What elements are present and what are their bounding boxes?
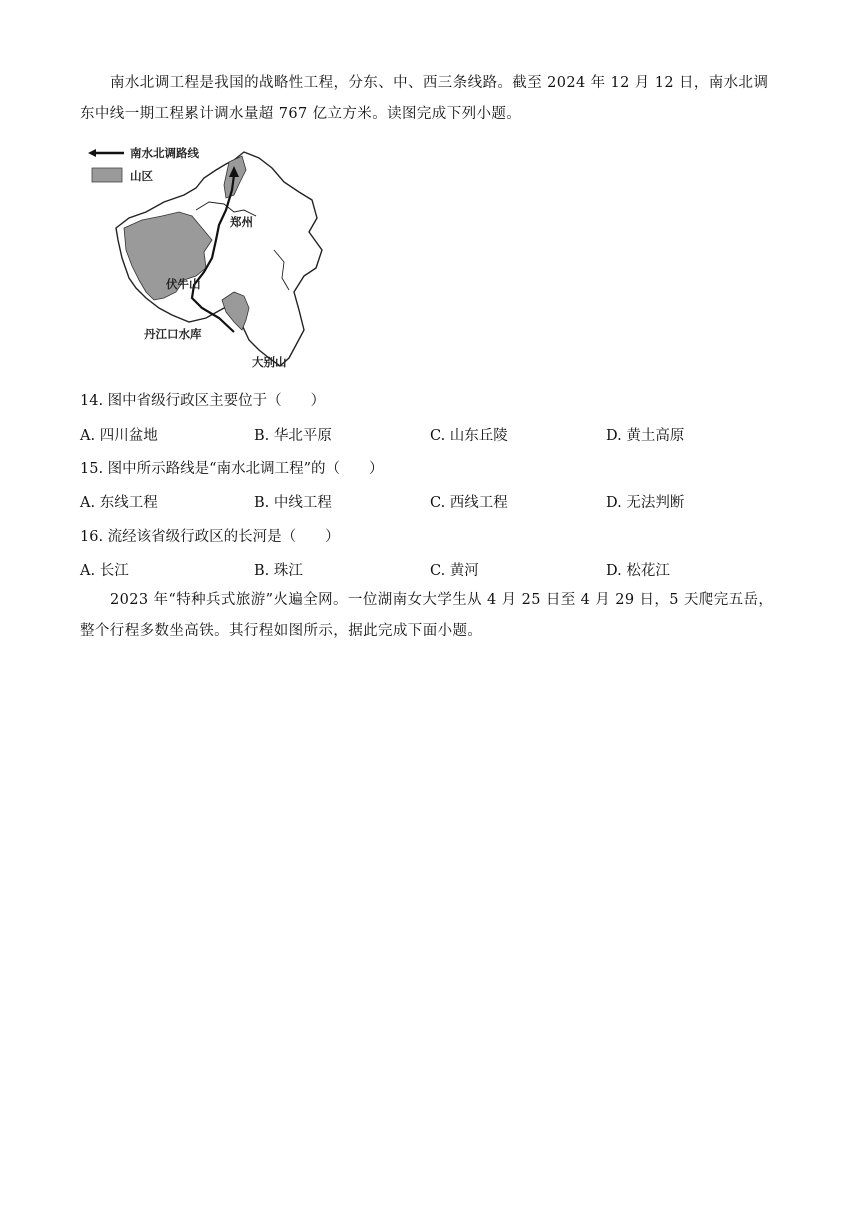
intro-paragraph-2: 2023 年“特种兵式旅游”火遍全网。一位湖南女大学生从 4 月 25 日至 4 月 29 日，5 天爬完五岳，整个行程多数坐高铁。其行程如图所示，据此完成下面小题。	[80, 592, 774, 639]
mountain-swatch	[92, 168, 122, 182]
legend-route-label: 南水北调路线	[130, 146, 199, 160]
legend-mountain	[92, 168, 153, 183]
legend-mountain-label: 山区	[130, 169, 153, 183]
q16-option-b: B. 珠江	[254, 563, 303, 579]
q16-option-a: A. 长江	[80, 563, 129, 579]
arrow-left-icon	[88, 149, 96, 157]
intro-paragraph-1: 南水北调工程是我国的战略性工程，分东、中、西三条线路。截至 2024 年 12 月 12 日，南水北调东中线一期工程累计调水量超 767 亿立方米。读图完成下列小题。	[80, 75, 769, 122]
legend-route	[88, 146, 199, 160]
q15-option-c: C. 西线工程	[430, 495, 508, 511]
label-zhengzhou: 郑州	[230, 215, 253, 229]
q15-option-d: D. 无法判断	[606, 495, 685, 511]
henan-map-figure	[84, 140, 334, 375]
q14-option-a: A. 四川盆地	[80, 428, 158, 444]
q15-option-b: B. 中线工程	[254, 495, 332, 511]
q16-option-d: D. 松花江	[606, 563, 670, 579]
label-dabie-mountain: 大别山	[252, 355, 287, 369]
q14-option-d: D. 黄土高原	[606, 428, 685, 444]
question-15-stem: 15. 图中所示路线是“南水北调工程”的（ ）	[80, 461, 384, 477]
q14-option-b: B. 华北平原	[254, 428, 332, 444]
question-14-stem: 14. 图中省级行政区主要位于（ ）	[80, 393, 326, 409]
q14-option-c: C. 山东丘陵	[430, 428, 508, 444]
q15-option-a: A. 东线工程	[80, 495, 158, 511]
label-funiu-mountain: 伏牛山	[166, 277, 201, 291]
question-16-stem: 16. 流经该省级行政区的长河是（ ）	[80, 529, 340, 545]
label-danjiangkou-reservoir: 丹江口水库	[144, 327, 202, 341]
q16-option-c: C. 黄河	[430, 563, 479, 579]
